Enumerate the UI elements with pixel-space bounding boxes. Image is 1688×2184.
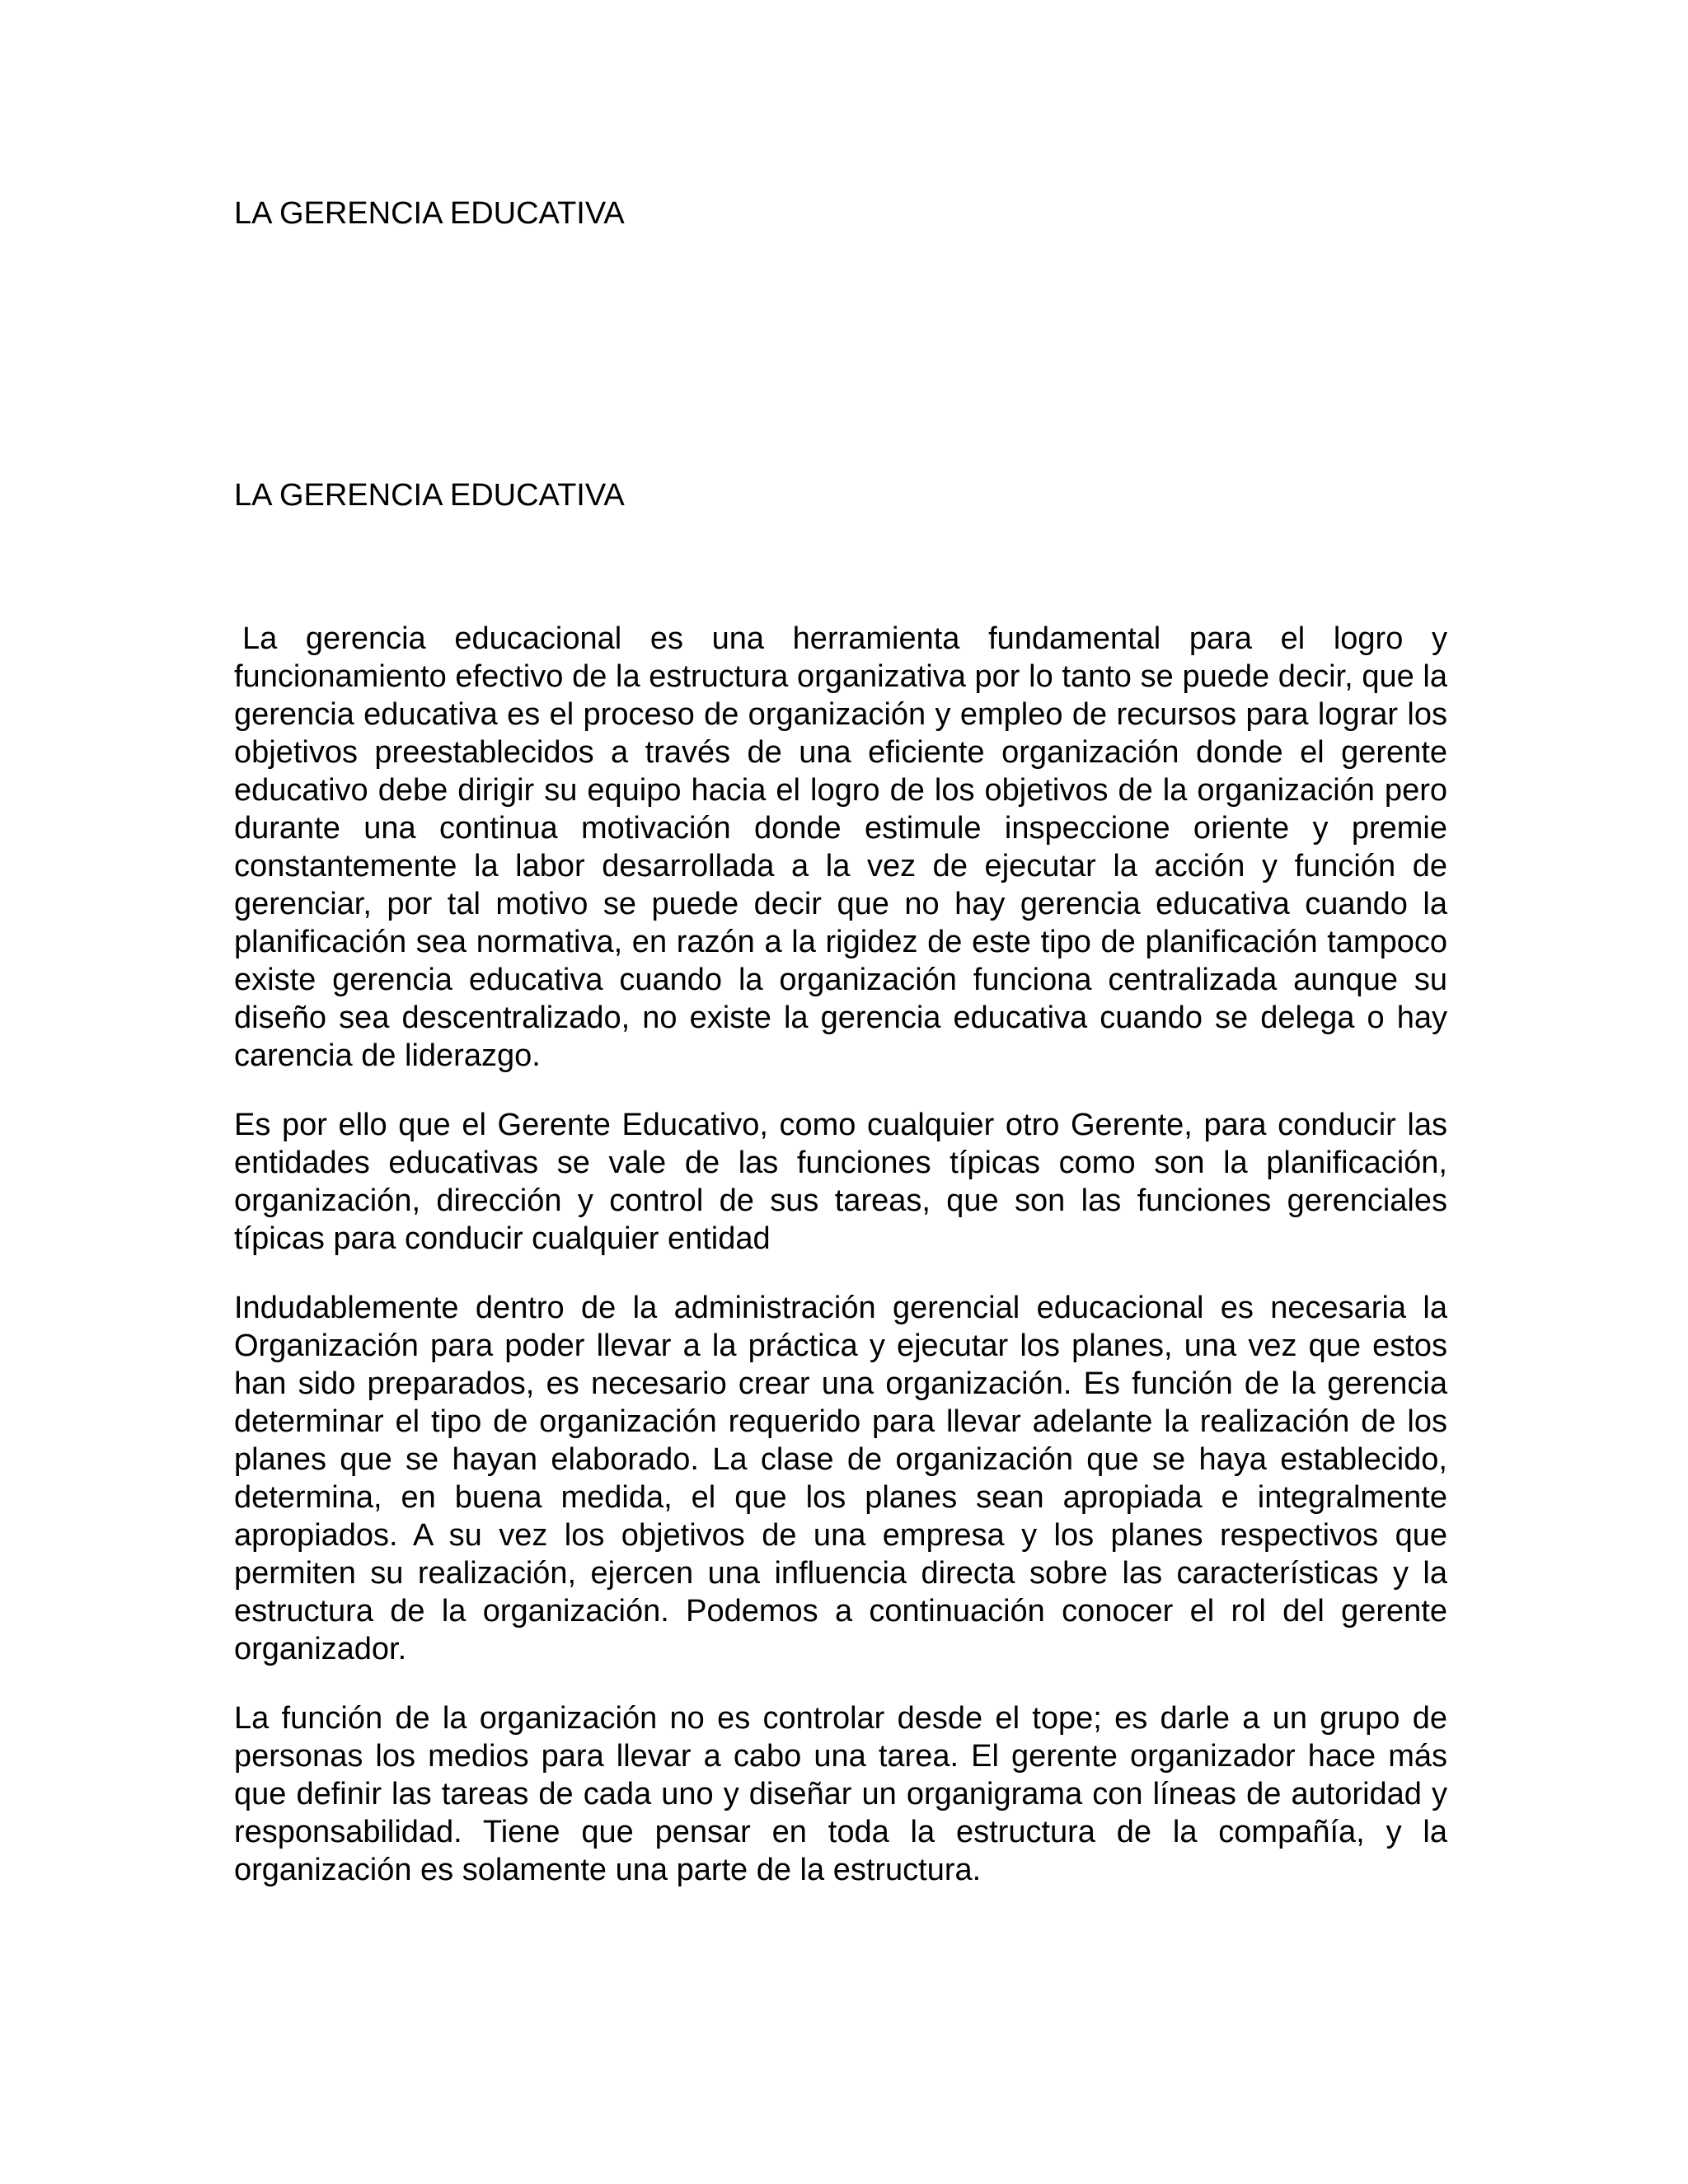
page-title: LA GERENCIA EDUCATIVA — [234, 478, 625, 513]
paragraph-organization: Indudablemente dentro de la administración gerencial educacional es necesaria la Organización para poder llevar a la práctica y ejecutar los planes, una vez que estos han sido preparados, es necesario crear una organización. Es función de la gerencia determinar el tipo de organización requerido para llevar adelante la realización de los planes que se hayan elaborado. La clase de organización que se haya establecido, determina, en buena medida, el que los planes sean apropiada e integralmente apropiados. A su vez los objetivos de una empresa y los planes respectivos que permiten su realización, ejercen una influencia directa sobre las características y la estructura de la organización. Podemos a continuación conocer el rol del gerente organizador. — [234, 1291, 1447, 1666]
paragraph-functions: Es por ello que el Gerente Educativo, como cualquier otro Gerente, para conducir las entidades educativas se vale de las funciones típicas como son la planificación, organización, dirección y control de sus tareas, que son las funciones gerenciales típicas para conducir cualquier entidad — [234, 1108, 1447, 1256]
body-text — [234, 620, 1447, 1920]
paragraph-organizer-role: La función de la organización no es controlar desde el tope; es darle a un grupo de personas los medios para llevar a cabo una tarea. El gerente organizador hace más que definir las tareas de cada uno y diseñar un organigrama con líneas de autoridad y responsabilidad. Tiene que pensar en toda la estructura de la compañía, y la organización es solamente una parte de la estructura. — [234, 1701, 1447, 1887]
header-title: LA GERENCIA EDUCATIVA — [234, 196, 625, 231]
paragraph-intro: La gerencia educacional es una herramienta fundamental para el logro y funcionamiento efectivo de la estructura organizativa por lo tanto se puede decir, que la gerencia educativa es el proceso de organización y empleo de recursos para lograr los objetivos preestablecidos a través de una eficiente organización donde el gerente educativo debe dirigir su equipo hacia el logro de los objetivos de la organización pero durante una continua motivación donde estimule inspeccione oriente y premie constantemente la labor desarrollada a la vez de ejecutar la acción y función de gerenciar, por tal motivo se puede decir que no hay gerencia educativa cuando la planificación sea normativa, en razón a la rigidez de este tipo de planificación tampoco existe gerencia educativa cuando la organización funciona centralizada aunque su diseño sea descentralizado, no existe la gerencia educativa cuando se delega o hay carencia de liderazgo. — [234, 621, 1447, 1073]
